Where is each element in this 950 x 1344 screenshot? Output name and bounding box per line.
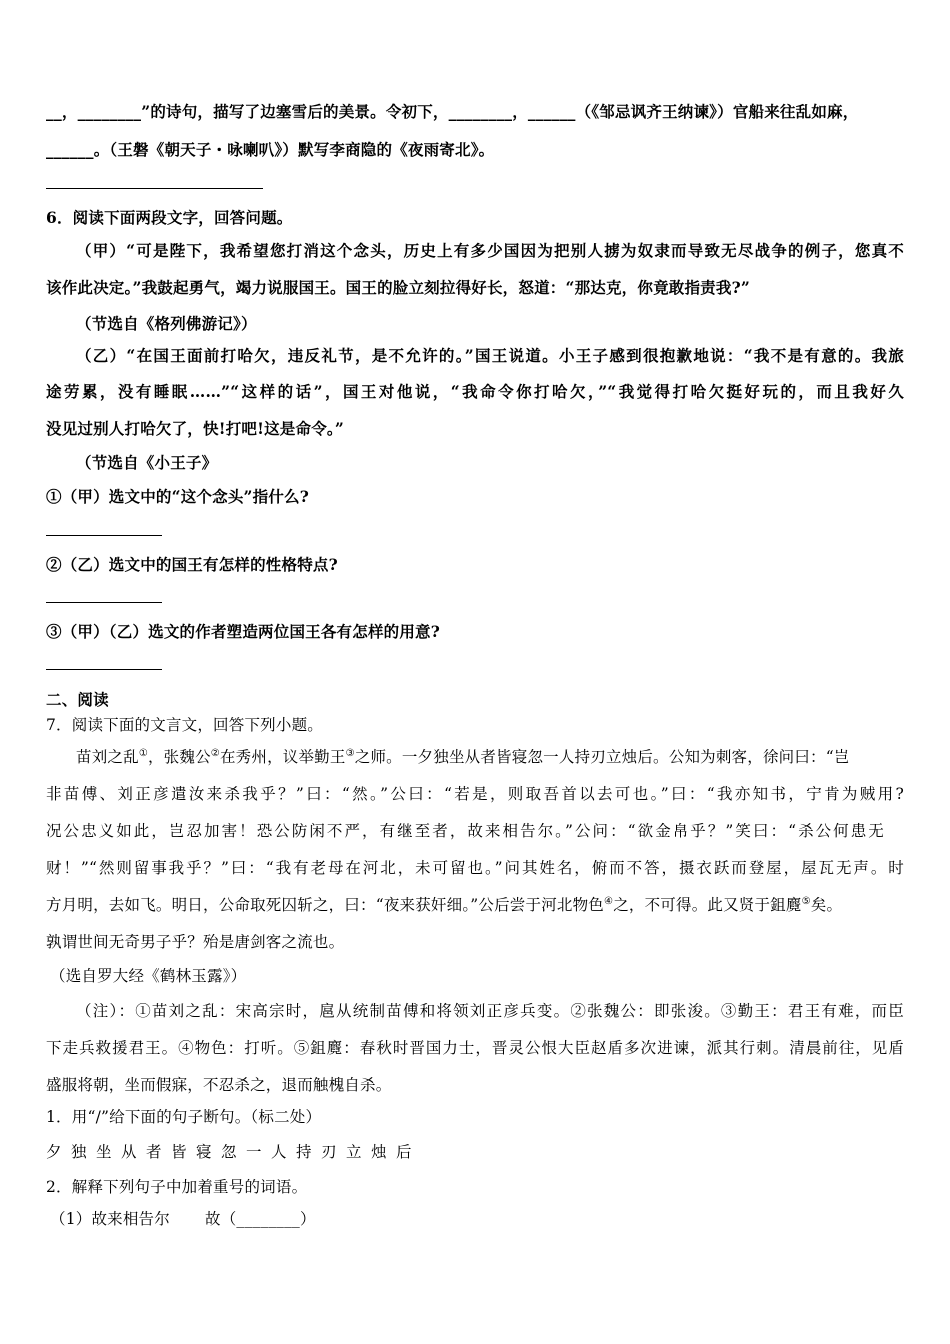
q7-note-line-2: 下走兵救援君王。④物色：打听。⑤鉏麑：春秋时晋国力士，晋灵公恨大臣赵盾多次进谏，派其行刺。清晨前往，见盾 bbox=[46, 1039, 904, 1057]
q7-para-line-2: 非苗傅、刘正彦遣汝来杀我乎？”曰：“然。”公曰：“若是，则取吾首以去可也。”曰：“我亦知书，宁肯为贼用? bbox=[46, 785, 904, 803]
q6-answer-line-1[interactable] bbox=[46, 535, 162, 536]
q6-yi-source: （节选自《小王子》 bbox=[76, 453, 218, 472]
q7-punctuation-sentence: 夕独坐从者皆寝忽一人持刃立烛后 bbox=[46, 1143, 422, 1161]
q6-yi-line-3: 没见过别人打哈欠了，快!打吧!这是命令。” bbox=[46, 419, 344, 438]
q5-line-1: __，________”的诗句，描写了边塞雪后的美景。令初下，________，______（《邹忌讽齐王纳谏》）官船来往乱如麻， bbox=[46, 102, 859, 121]
q7-p1b: ，张魏公 bbox=[147, 748, 211, 766]
q6-title bbox=[46, 208, 906, 228]
q6-jia-source: （节选自《格列佛游记》） bbox=[76, 314, 257, 333]
q7-item-1-answer[interactable]: 故（________） bbox=[205, 1210, 316, 1228]
note-ref-2: ② bbox=[210, 748, 220, 759]
q6-subquestion-2: ②（乙）选文中的国王有怎样的性格特点? bbox=[46, 555, 338, 574]
q7-title: 7．阅读下面的文言文，回答下列小题。 bbox=[46, 716, 323, 734]
q7-para-line-6: 孰谓世间无奇男子乎？殆是唐剑客之流也。 bbox=[46, 933, 345, 951]
q7-p1a: 苗刘之乱 bbox=[76, 748, 139, 766]
q7-para-line-3: 况公忠义如此，岂忍加害！恐公防闲不严，有继至者，故来相告尔。”公问：“欲金帛乎？”笑曰：“杀公何患无 bbox=[46, 822, 884, 840]
q6-yi-line-2: 途劳累，没有睡眠……”“这样的话”，国王对他说，“我命令你打哈欠，”“我觉得打哈欠挺好玩的，而且我好久 bbox=[46, 382, 904, 401]
note-ref-4: ④ bbox=[604, 896, 614, 907]
q6-yi-line-1: （乙）“在国王面前打哈欠，违反礼节，是不允许的。”国王说道。小王子感到很抱歉地说：“我不是有意的。我旅 bbox=[76, 346, 904, 365]
q6-jia-line-2: 该作此决定。”我鼓起勇气，竭力说服国王。国王的脸立刻拉得好长，怒道：“那达克，你竟敢指责我?” bbox=[46, 278, 750, 297]
q7-p1c: 在秀州，议举勤王 bbox=[219, 748, 346, 766]
q6-jia-line-1: （甲）“可是陛下，我希望您打消这个念头，历史上有多少国因为把别人掳为奴隶而导致无尽战争的例子，您真不 bbox=[76, 241, 904, 260]
q7-subquestion-1: 1．用“/”给下面的句子断句。（标二处） bbox=[46, 1108, 322, 1126]
q6-answer-line-3[interactable] bbox=[46, 669, 162, 670]
q7-p5a: 方月明，去如飞。明日，公命取死囚斩之，曰：“夜来获奸细。”公后尝于河北物色 bbox=[46, 896, 605, 914]
q5-line-2: ______。（王磐《朝天子・咏喇叭》）默写李商隐的《夜雨寄北》。 bbox=[46, 140, 495, 159]
q6-subquestion-3: ③（甲）（乙）选文的作者塑造两位国王各有怎样的用意? bbox=[46, 622, 441, 641]
q5-answer-line bbox=[46, 188, 263, 189]
q7-para-line-1 bbox=[76, 747, 906, 767]
note-ref-3: ③ bbox=[345, 748, 355, 759]
note-ref-1: ① bbox=[138, 748, 148, 759]
q6-title-text: 6．阅读下面两段文字，回答问题。 bbox=[46, 208, 293, 227]
q7-para-line-4: 财！”“然则留事我乎？”曰：“我有老母在河北，未可留也。”问其姓名，俯而不答，摄衣跃而登屋，屋瓦无声。时 bbox=[46, 859, 904, 877]
q7-item-1: （1）故来相告尔 bbox=[50, 1210, 170, 1228]
q7-note-line-3: 盛服将朝，坐而假寐，不忍杀之，退而触槐自杀。 bbox=[46, 1076, 392, 1094]
note-ref-5: ⑤ bbox=[801, 896, 811, 907]
q7-para-line-5 bbox=[46, 895, 904, 915]
q7-note-line-1: （注）：①苗刘之乱：宋高宗时，扈从统制苗傅和将领刘正彦兵变。②张魏公：即张浚。③勤王：君王有难，而臣 bbox=[76, 1002, 904, 1020]
q7-source: （选自罗大经《鹤林玉露》） bbox=[50, 967, 247, 985]
q7-p1d: 之师。一夕独坐从者皆寝忽一人持刃立烛后。公知为刺客，徐问曰：“岂 bbox=[354, 748, 850, 766]
q7-p5b: 之，不可得。此又贤于鉏麑 bbox=[613, 896, 802, 914]
q7-subquestion-2: 2．解释下列句子中加着重号的词语。 bbox=[46, 1178, 308, 1196]
q7-p5c: 矣。 bbox=[810, 896, 843, 914]
section-heading: 二、阅读 bbox=[46, 690, 109, 709]
q6-answer-line-2[interactable] bbox=[46, 602, 162, 603]
q6-subquestion-1: ①（甲）选文中的“这个念头”指什么? bbox=[46, 487, 310, 506]
